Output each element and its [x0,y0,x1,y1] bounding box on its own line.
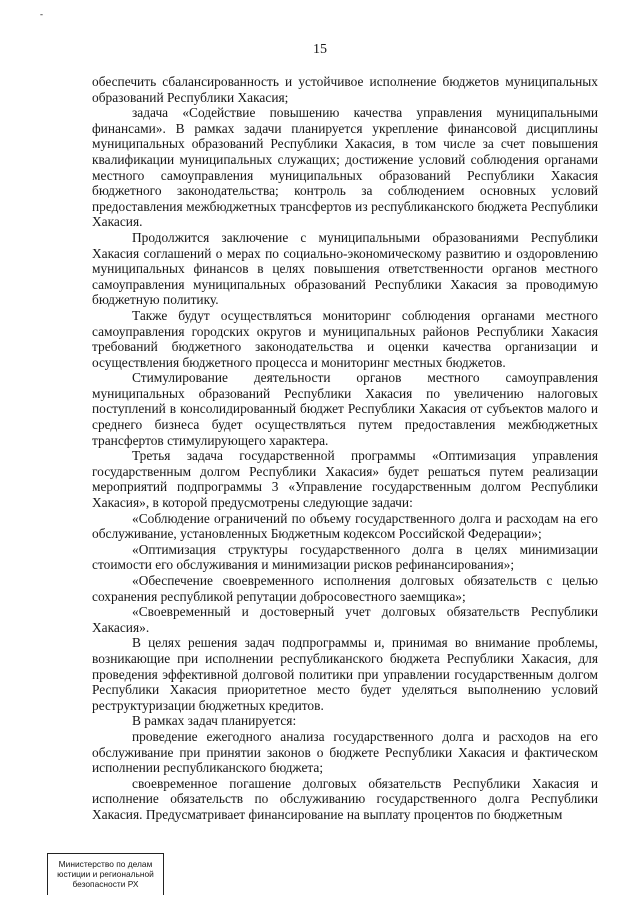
stamp-line: юстиции и региональной [57,869,154,879]
paragraph: Третья задача государственной программы «Оптимизация управления государственным долгом Республики Хакасия» будет решаться путем реализации мероприятий подпрограммы 3 «Управление государственным долгом Республики Хакасия», в которой предусмотрены следующие задачи: [92,448,598,511]
paragraph: «Своевременный и достоверный учет долговых обязательств Республики Хакасия». [92,604,598,635]
paragraph: Стимулирование деятельности органов местного самоуправления муниципальных образований Республики Хакасия по увеличению налоговых поступлений в консолидированный бюджет Республики Хакасия от субъектов малого и среднего бизнеса будет осуществляться путем предоставления межбюджетных трансфертов стимулирующего характера. [92,370,598,448]
corner-mark: - [40,9,43,19]
paragraph: обеспечить сбалансированность и устойчивое исполнение бюджетов муниципальных образований Республики Хакасия; [92,74,598,105]
paragraph: «Соблюдение ограничений по объему государственного долга и расходам на его обслуживание, установленных Бюджетным кодексом Российской Федерации»; [92,510,598,542]
paragraph: «Обеспечение своевременного исполнения долговых обязательств с целью сохранения республикой репутации добросовестного заемщика»; [92,573,598,604]
stamp-line: безопасности РХ [72,879,139,889]
paragraph: своевременное погашение долговых обязательств Республики Хакасия и исполнение обязательств по обслуживанию государственного долга Республики Хакасия. Предусматривает финансирование на выплату процентов по бюджетным [92,775,598,822]
stamp-line: Министерство по делам [58,859,153,869]
ministry-stamp [47,853,164,895]
paragraph: «Оптимизация структуры государственного долга в целях минимизации стоимости его обслуживания и минимизации рисков рефинансирования»; [92,541,598,573]
page-number: 15 [313,42,327,57]
document-body [92,74,598,823]
paragraph: В рамках задач планируется: [132,713,297,729]
paragraph: проведение ежегодного анализа государственного долга и расходов на его обслуживание при принятии законов о бюджете Республики Хакасия и фактическом исполнении республиканского бюджета; [92,728,598,776]
paragraph: В целях решения задач подпрограммы и, принимая во внимание проблемы, возникающие при исполнении республиканского бюджета Республики Хакасия, для проведения эффективной долговой политики при управлении государственным долгом Республики Хакасия приоритетное место будет уделяться выполнению условий реструктуризации бюджетных кредитов. [92,635,598,713]
paragraph: Продолжится заключение с муниципальными образованиями Республики Хакасия соглашений о мерах по социально-экономическому развитию и оздоровлению муниципальных финансов в целях повышения ответственности органов местного самоуправления муниципальных образований Республики Хакасия за проводимую бюджетную политику. [92,229,598,308]
paragraph: Также будут осуществляться мониторинг соблюдения органами местного самоуправления городских округов и муниципальных районов Республики Хакасия требований бюджетного законодательства и оценки качества организации и осуществления бюджетного процесса и мониторинг местных бюджетов. [92,307,598,370]
paragraph: задача «Содействие повышению качества управления муниципальными финансами». В рамках задачи планируется укрепление финансовой дисциплины муниципальных образований Республики Хакасия, в том числе за счет повышения квалификации муниципальных служащих; достижение условий соблюдения органами местного самоуправления муниципальных образований Республики Хакасия бюджетного законодательства; контроль за соблюдением основных условий предоставления межбюджетных трансфертов из республиканского бюджета Республики Хакасия. [92,105,598,230]
